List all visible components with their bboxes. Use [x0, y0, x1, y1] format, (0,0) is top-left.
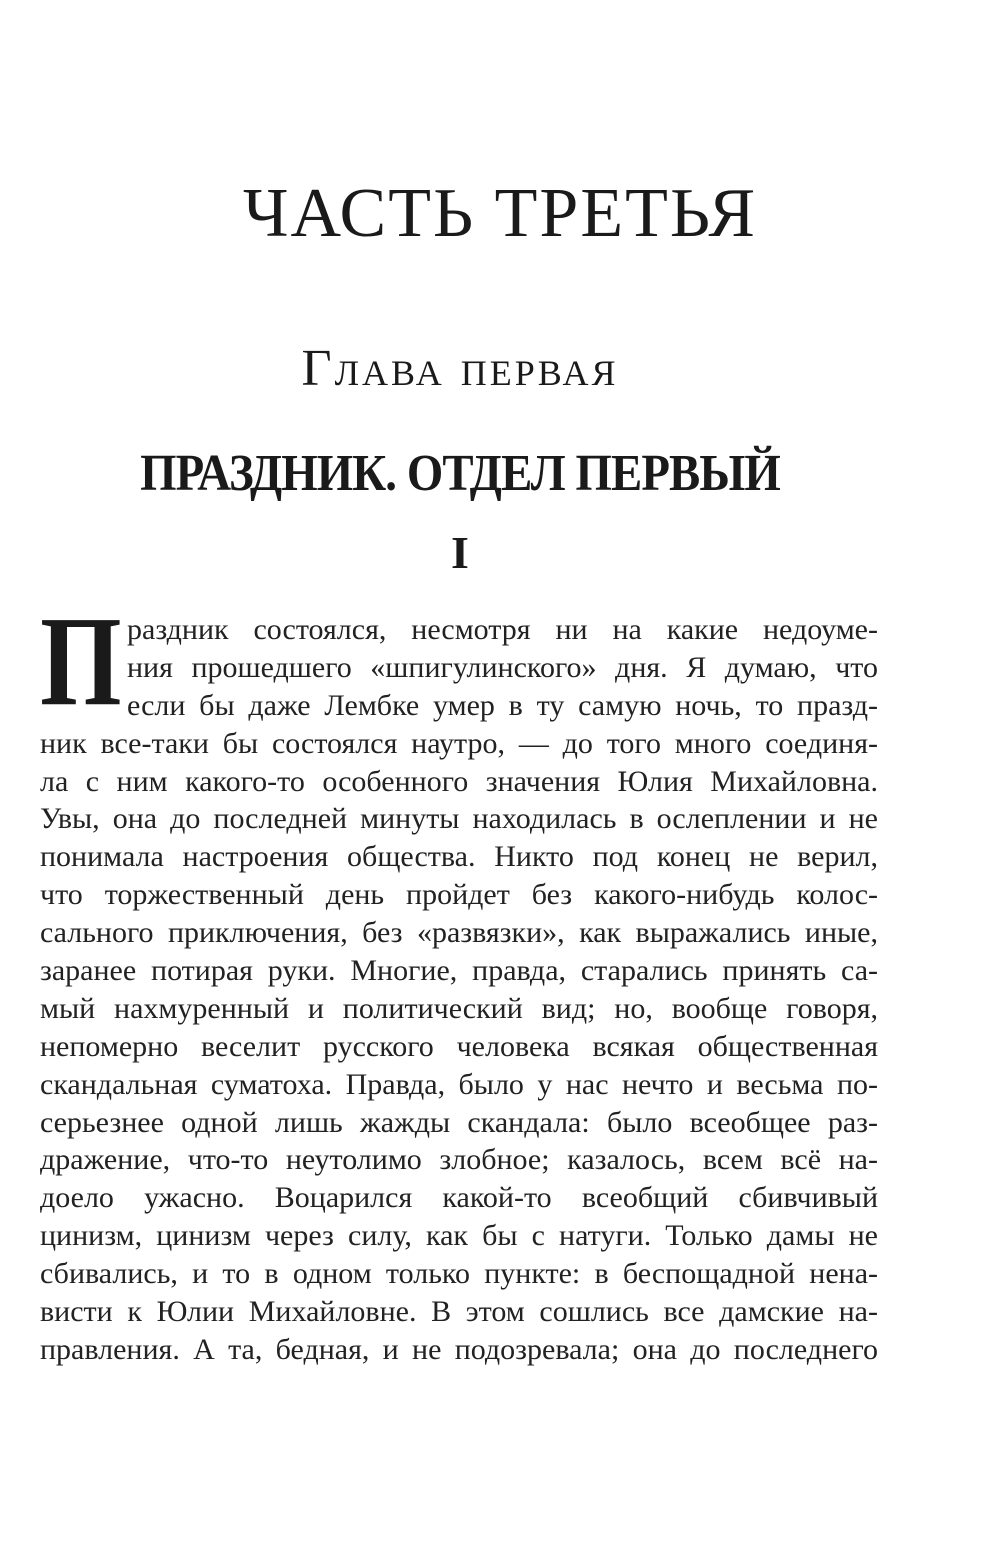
text-line: раздник состоялся, несмотря ни на какие недоуме- — [127, 613, 878, 646]
text-line: что торжественный день пройдет без какого-нибудь колос- — [40, 878, 878, 912]
text-line: висти к Юлии Михайловне. В этом сошлись все дамские на- — [40, 1295, 878, 1329]
section-title: ПРАЗДНИК. ОТДЕЛ ПЕРВЫЙ — [140, 445, 780, 502]
text-line: Увы, она до последней минуты находилась в ослеплении и не — [40, 802, 878, 836]
text-line: правления. А та, бедная, и не подозревала; она до последнего — [40, 1332, 878, 1366]
text-line: серьезнее одной лишь жажды скандала: было всеобщее раз- — [40, 1105, 878, 1139]
subsection-number: I — [451, 527, 469, 578]
drop-cap: П — [40, 590, 122, 732]
text-line: если бы даже Лембке умер в ту самую ночь, то празд- — [127, 688, 878, 722]
text-line: доело ужасно. Воцарился какой-то всеобщий сбивчивый — [40, 1181, 878, 1215]
text-line: дражение, что-то неутолимо злобное; казалось, всем всё на- — [40, 1143, 878, 1177]
part-title: ЧАСТЬ ТРЕТЬЯ — [242, 175, 758, 252]
text-line: мый нахмуренный и политический вид; но, вообще говоря, — [40, 991, 878, 1025]
text-line: сбивались, и то в одном только пункте: в беспощадной нена- — [40, 1257, 878, 1291]
body-text — [40, 590, 878, 1369]
text-line: ния прошедшего «шпигулинского» дня. Я думаю, что — [127, 650, 878, 684]
text-line: скандальная суматоха. Правда, было у нас нечто и весьма по- — [40, 1067, 878, 1101]
chapter-title: Глава первая — [301, 340, 619, 397]
text-line: непомерно веселит русского человека всякая общественная — [40, 1029, 878, 1063]
text-line: понимала настроения общества. Никто под конец не верил, — [40, 840, 878, 874]
text-line: ла с ним какого-то особенного значения Юлия Михайловна. — [40, 764, 878, 798]
text-line: сального приключения, без «развязки», как выражались иные, — [40, 916, 878, 950]
text-line: ник все-таки бы состоялся наутро, — до того много соединя- — [40, 726, 878, 760]
text-line: цинизм, цинизм через силу, как бы с натуги. Только дамы не — [40, 1219, 878, 1253]
text-line: заранее потирая руки. Многие, правда, старались принять са- — [40, 954, 878, 988]
